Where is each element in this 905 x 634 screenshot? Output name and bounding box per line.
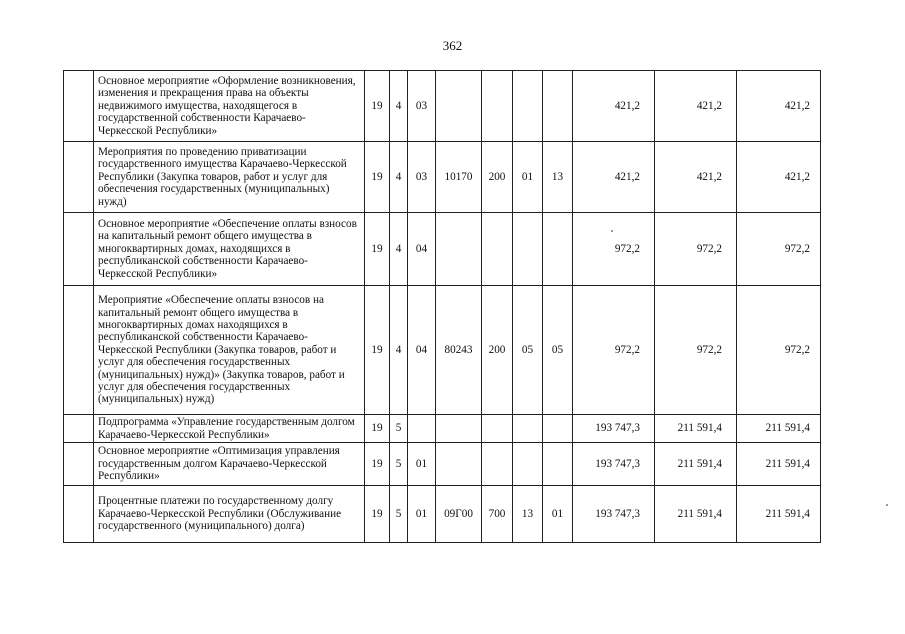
code-cell [408, 415, 436, 443]
row-blank-cell [64, 286, 94, 415]
amount-cell: 211 591,4 [655, 443, 737, 486]
code-cell: 13 [543, 142, 573, 213]
amount-cell: 972,2 [655, 286, 737, 415]
row-description: Основное мероприятие «Оформление возникновения, изменения и прекращения права на объекты недвижимого имущества, находящегося в государственной собственности Карачаево-Черкесской Республики» [94, 71, 365, 142]
row-description: Подпрограмма «Управление государственным долгом Карачаево-Черкесской Республики» [94, 415, 365, 443]
code-cell: 80243 [436, 286, 482, 415]
table-row [64, 142, 821, 213]
table-row [64, 415, 821, 443]
code-cell: 01 [513, 142, 543, 213]
code-cell [436, 71, 482, 142]
amount-cell: 211 591,4 [737, 486, 821, 543]
row-description: Мероприятия по проведению приватизации государственного имущества Карачаево-Черкесской Республики (Закупка товаров, работ и услуг для обеспечения государственных (муниципальных) нужд) [94, 142, 365, 213]
amount-cell: 421,2 [655, 142, 737, 213]
code-cell [543, 71, 573, 142]
page-number: 362 [442, 38, 463, 53]
code-cell [513, 213, 543, 286]
code-cell: 03 [408, 142, 436, 213]
amount-cell: 972,2 [737, 213, 821, 286]
row-description: Основное мероприятие «Обеспечение оплаты взносов на капитальный ремонт общего имущества в многоквартирных домах, находящихся в республиканской собственности Карачаево-Черкесской Республики» [94, 213, 365, 286]
code-cell: 5 [390, 486, 408, 543]
table-row [64, 213, 821, 286]
row-blank-cell [64, 415, 94, 443]
amount-cell: 421,2 [737, 71, 821, 142]
amount-cell: 193 747,3 [573, 415, 655, 443]
code-cell [436, 213, 482, 286]
table-row [64, 71, 821, 142]
code-cell: 09Г00 [436, 486, 482, 543]
code-cell [436, 443, 482, 486]
code-cell: 5 [390, 443, 408, 486]
row-blank-cell [64, 142, 94, 213]
code-cell: 19 [365, 71, 390, 142]
code-cell: 04 [408, 286, 436, 415]
code-cell: 19 [365, 142, 390, 213]
row-blank-cell [64, 443, 94, 486]
row-blank-cell [64, 71, 94, 142]
code-cell [482, 71, 513, 142]
code-cell [513, 71, 543, 142]
row-description: Основное мероприятие «Оптимизация управления государственным долгом Карачаево-Черкесской Республики» [94, 443, 365, 486]
amount-cell: 211 591,4 [655, 415, 737, 443]
row-blank-cell [64, 213, 94, 286]
table-row [64, 486, 821, 543]
code-cell: 01 [543, 486, 573, 543]
amount-cell: 193 747,3 [573, 486, 655, 543]
amount-cell: 211 591,4 [737, 443, 821, 486]
table-row [64, 443, 821, 486]
code-cell: 200 [482, 286, 513, 415]
amount-cell: 421,2 [573, 142, 655, 213]
code-cell: 19 [365, 415, 390, 443]
code-cell: 200 [482, 142, 513, 213]
code-cell: 04 [408, 213, 436, 286]
scan-speck [886, 504, 888, 506]
code-cell: 19 [365, 443, 390, 486]
code-cell: 5 [390, 415, 408, 443]
scan-speck [611, 230, 613, 232]
code-cell: 01 [408, 443, 436, 486]
code-cell: 01 [408, 486, 436, 543]
code-cell: 19 [365, 213, 390, 286]
code-cell [543, 415, 573, 443]
code-cell: 4 [390, 142, 408, 213]
code-cell: 19 [365, 486, 390, 543]
amount-cell: 972,2 [573, 286, 655, 415]
code-cell [513, 443, 543, 486]
row-blank-cell [64, 486, 94, 543]
table-row [64, 286, 821, 415]
code-cell: 19 [365, 286, 390, 415]
amount-cell: 421,2 [573, 71, 655, 142]
amount-cell: 211 591,4 [655, 486, 737, 543]
amount-cell: 972,2 [737, 286, 821, 415]
code-cell: 03 [408, 71, 436, 142]
code-cell: 4 [390, 213, 408, 286]
amount-cell: 421,2 [737, 142, 821, 213]
budget-table [63, 70, 821, 543]
amount-cell: 972,2 [655, 213, 737, 286]
code-cell [482, 213, 513, 286]
amount-cell: 211 591,4 [737, 415, 821, 443]
code-cell [543, 443, 573, 486]
code-cell: 13 [513, 486, 543, 543]
code-cell [513, 415, 543, 443]
amount-cell: 193 747,3 [573, 443, 655, 486]
row-description: Мероприятие «Обеспечение оплаты взносов на капитальный ремонт общего имущества в многоквартирных домах находящихся в республиканской собственности Карачаево-Черкесской Республики (Закупка товаров, работ и услуг для обеспечения государственных (муниципальных) нужд)» (Закупка товаров, работ и услуг для обеспечения государственных (муниципальных) нужд) [94, 286, 365, 415]
code-cell [482, 443, 513, 486]
code-cell: 700 [482, 486, 513, 543]
amount-cell: 421,2 [655, 71, 737, 142]
code-cell: 05 [513, 286, 543, 415]
code-cell: 10170 [436, 142, 482, 213]
code-cell [482, 415, 513, 443]
amount-cell: 972,2 [573, 213, 655, 286]
code-cell [436, 415, 482, 443]
code-cell: 4 [390, 71, 408, 142]
row-description: Процентные платежи по государственному долгу Карачаево-Черкесской Республики (Обслуживание государственного (муниципального) долга) [94, 486, 365, 543]
code-cell [543, 213, 573, 286]
code-cell: 4 [390, 286, 408, 415]
code-cell: 05 [543, 286, 573, 415]
